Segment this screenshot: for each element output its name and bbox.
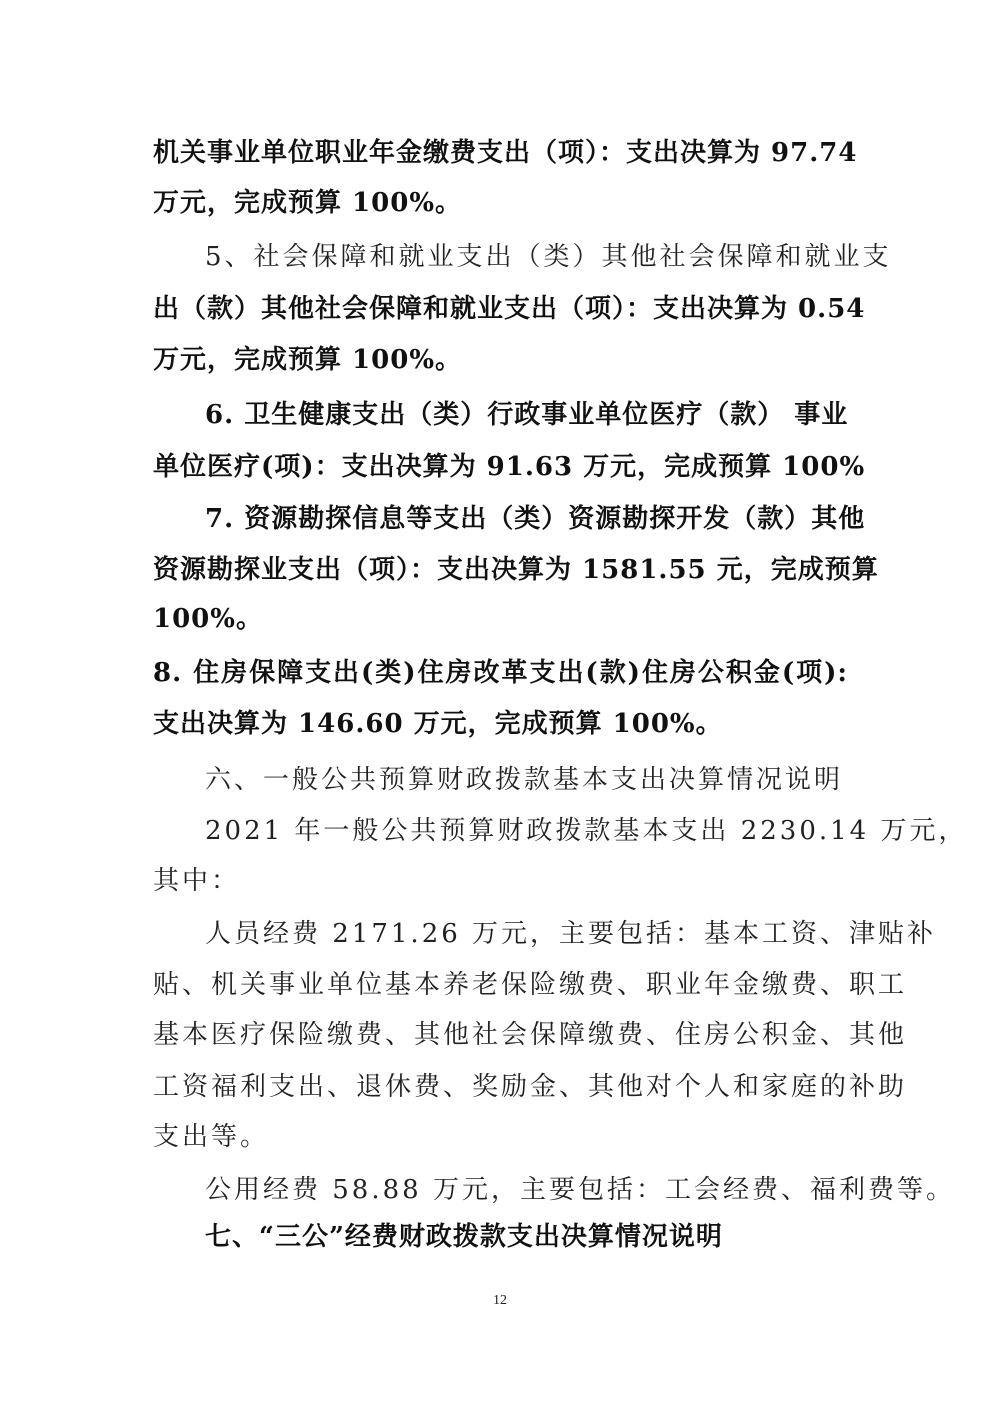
text-line: 机关事业单位职业年金缴费支出（项）：支出决算为 97.74: [153, 138, 858, 168]
text-line: 8. 住房保障支出(类)住房改革支出(款)住房公积金(项):: [153, 658, 848, 688]
text-line: 公用经费 58.88 万元，主要包括：工会经费、福利费等。: [205, 1175, 955, 1205]
text-line: 支出等。: [153, 1122, 270, 1152]
text-line: 5、社会保障和就业支出（类）其他社会保障和就业支: [205, 242, 892, 272]
text-line: 万元，完成预算 100%。: [153, 345, 463, 375]
text-line: 贴、机关事业单位基本养老保险缴费、职业年金缴费、职工: [153, 970, 908, 1000]
text-line: 资源勘探业支出（项）：支出决算为 1581.55 元，完成预算: [153, 555, 879, 585]
text-line: 7. 资源勘探信息等支出（类）资源勘探开发（款）其他: [205, 504, 866, 534]
text-line: 单位医疗(项)：支出决算为 91.63 万元，完成预算 100%: [153, 452, 866, 482]
section-heading: 七、“三公”经费财政拨款支出决算情况说明: [205, 1222, 723, 1252]
text-line: 其中：: [153, 866, 241, 896]
text-line: 100%。: [153, 604, 263, 634]
section-heading: 六、一般公共预算财政拨款基本支出决算情况说明: [205, 765, 844, 795]
text-line: 出（款）其他社会保障和就业支出（项）：支出决算为 0.54: [153, 294, 866, 324]
text-line: 工资福利支出、退休费、奖励金、其他对个人和家庭的补助: [153, 1072, 908, 1102]
text-line: 6. 卫生健康支出（类）行政事业单位医疗（款） 事业: [205, 400, 849, 430]
text-line: 基本医疗保险缴费、其他社会保障缴费、住房公积金、其他: [153, 1020, 908, 1050]
page-number: 12: [493, 1293, 507, 1308]
text-line: 万元，完成预算 100%。: [153, 188, 463, 218]
text-line: 支出决算为 146.60 万元，完成预算 100%。: [153, 709, 723, 739]
text-line: 人员经费 2171.26 万元，主要包括：基本工资、津贴补: [205, 919, 937, 949]
text-line: 2021 年一般公共预算财政拨款基本支出 2230.14 万元，: [205, 816, 968, 846]
